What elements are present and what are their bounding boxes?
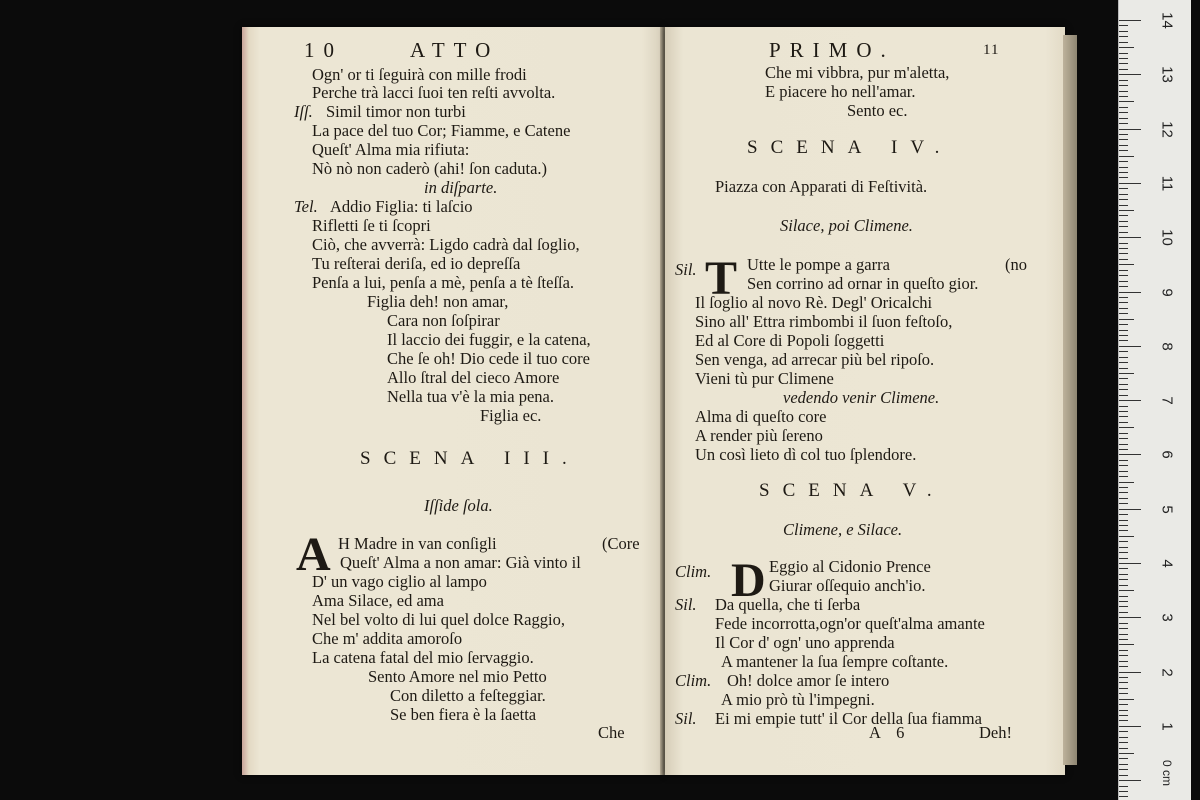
ruler-tick	[1119, 400, 1141, 401]
text-line: E piacere ho nell'amar.	[765, 82, 916, 101]
text-line: Sino all' Ettra rimbombi il ſuon feſtoſo,	[695, 312, 953, 331]
ruler-tick	[1119, 226, 1128, 227]
ruler-tick	[1119, 433, 1128, 434]
ruler-tick	[1119, 91, 1128, 92]
ruler-tick	[1119, 194, 1128, 195]
text-line: Ama Silace, ed ama	[312, 591, 444, 610]
text-line: Simil timor non turbi	[326, 102, 466, 121]
ruler-tick	[1119, 324, 1128, 325]
ruler-tick	[1119, 389, 1128, 390]
ruler-number: 10	[1158, 229, 1176, 247]
ruler-tick	[1119, 639, 1128, 640]
ruler-tick	[1119, 69, 1128, 70]
text-line: Ciò, che avverrà: Ligdo cadrà dal ſoglio,	[312, 235, 580, 254]
text-line: H Madre in van conſigli	[338, 534, 497, 553]
ruler-tick	[1119, 107, 1128, 108]
ruler-tick	[1119, 606, 1128, 607]
catchword: Che	[598, 723, 625, 742]
ruler-tick	[1119, 704, 1128, 705]
ruler-tick	[1119, 563, 1141, 564]
ruler-tick	[1119, 286, 1128, 287]
text-line: La catena fatal del mio ſervaggio.	[312, 648, 534, 667]
ruler-tick	[1119, 362, 1128, 363]
ruler-tick	[1119, 395, 1128, 396]
ruler-tick	[1119, 769, 1128, 770]
ruler-number: 6	[1158, 450, 1176, 460]
ruler-tick	[1119, 259, 1128, 260]
ruler-tick	[1119, 237, 1141, 238]
ruler-tick	[1119, 699, 1134, 700]
aria-line: Allo ſtral del cieco Amore	[387, 368, 560, 387]
dialogue-line: Il Cor d' ogn' uno apprenda	[715, 633, 895, 652]
ruler-tick	[1119, 25, 1128, 26]
book-edge	[1063, 35, 1077, 765]
ruler-tick	[1119, 509, 1141, 510]
ruler-tick	[1119, 101, 1134, 102]
ruler-tick	[1119, 80, 1128, 81]
ruler-tick	[1119, 63, 1128, 64]
ruler-tick	[1119, 568, 1128, 569]
ruler-tick	[1119, 156, 1134, 157]
ruler-tick	[1119, 530, 1128, 531]
ruler-tick	[1119, 368, 1128, 369]
ruler-tick	[1119, 552, 1128, 553]
scene-cast: Iſſide ſola.	[424, 496, 493, 515]
ruler-tick	[1119, 487, 1128, 488]
ruler-tick	[1119, 123, 1128, 124]
ruler-tick	[1119, 427, 1134, 428]
aria-line: Che ſe oh! Dio cede il tuo core	[387, 349, 590, 368]
dialogue-line: Ei mi empie tutt' il Cor della ſua fiamma	[715, 709, 982, 728]
ruler-tick	[1119, 167, 1128, 168]
ruler-tick	[1119, 253, 1128, 254]
ruler-number: 5	[1158, 505, 1176, 514]
ruler-tick	[1119, 53, 1128, 54]
ruler-tick	[1119, 672, 1141, 673]
ruler-number: 3	[1158, 613, 1176, 622]
ruler-tick	[1119, 139, 1128, 140]
ruler-tick	[1119, 96, 1128, 97]
ruler-tick	[1119, 688, 1128, 689]
ruler-tick	[1119, 492, 1128, 493]
ruler-tick	[1119, 210, 1134, 211]
text-line: Un così lieto dì col tuo ſplendore.	[695, 445, 917, 464]
ruler-tick	[1119, 438, 1128, 439]
speaker-clim: Clim.	[675, 562, 712, 581]
speaker-sil: Sil.	[675, 260, 697, 279]
aria-line: Sento Amore nel mio Petto	[368, 667, 547, 686]
ruler-number: 13	[1158, 66, 1176, 84]
ruler-tick	[1119, 134, 1128, 135]
ruler-tick	[1119, 634, 1128, 635]
speaker-label: Sil.	[675, 709, 697, 728]
ruler-tick	[1119, 129, 1141, 130]
scene-cast: Climene, e Silace.	[783, 520, 903, 539]
ruler-tick	[1119, 536, 1134, 537]
ruler-tick	[1119, 460, 1128, 461]
ruler-tick	[1119, 791, 1128, 792]
speaker-label: Clim.	[675, 671, 712, 690]
text-line: Il ſoglio al novo Rè. Degl' Oricalchi	[695, 293, 933, 312]
ruler-tick	[1119, 764, 1128, 765]
dialogue-line: A mantener la ſua ſempre coſtante.	[721, 652, 949, 671]
ruler-number: 12	[1158, 120, 1176, 138]
ruler-tick	[1119, 161, 1128, 162]
ruler-tick	[1119, 275, 1128, 276]
ruler-tick	[1119, 36, 1128, 37]
ruler-tick	[1119, 58, 1128, 59]
ruler-tick	[1119, 449, 1128, 450]
ruler-tick	[1119, 715, 1128, 716]
right-running-head: PRIMO.	[769, 38, 895, 62]
ruler-tick	[1119, 748, 1128, 749]
ruler-tick	[1119, 720, 1128, 721]
ruler-tick	[1119, 292, 1141, 293]
ruler-tick	[1119, 308, 1128, 309]
ruler-tick	[1119, 42, 1128, 43]
ruler-tick	[1119, 145, 1128, 146]
ruler-tick	[1119, 726, 1141, 727]
ruler-tick	[1119, 406, 1128, 407]
speaker-tel: Tel.	[294, 197, 318, 216]
ruler-tick	[1119, 612, 1128, 613]
catchword: Deh!	[979, 723, 1012, 742]
ruler-tick	[1119, 199, 1128, 200]
ruler-number: 1	[1158, 722, 1176, 731]
text-line: Nel bel volto di lui quel dolce Raggio,	[312, 610, 565, 629]
ruler-tick	[1119, 590, 1134, 591]
ruler-number: 2	[1158, 667, 1176, 677]
ruler-tick	[1119, 205, 1128, 206]
ruler-tick	[1119, 416, 1128, 417]
ruler-tick	[1119, 378, 1128, 379]
text-line: Queſt' Alma a non amar: Già vinto il	[340, 553, 581, 572]
right-page-number: 11	[983, 42, 1000, 58]
ruler-unit-label: 0 cm	[1160, 759, 1174, 786]
ruler-tick	[1119, 411, 1128, 412]
ruler-tick	[1119, 85, 1128, 86]
ruler-tick	[1119, 118, 1128, 119]
ruler-tick	[1119, 596, 1128, 597]
signature-mark: A 6	[869, 723, 911, 742]
ruler-number: 8	[1158, 342, 1176, 351]
aria-line: Con diletto a feſteggiar.	[390, 686, 546, 705]
ruler-tick	[1119, 476, 1128, 477]
aria-line: Figlia deh! non amar,	[367, 292, 509, 311]
ruler-tick	[1119, 579, 1128, 580]
ruler-tick	[1119, 503, 1128, 504]
ruler-tick	[1119, 601, 1128, 602]
ruler-tick	[1119, 248, 1128, 249]
ruler-number: 14	[1158, 12, 1176, 29]
ruler-tick	[1119, 243, 1128, 244]
text-line: (no	[1005, 255, 1027, 274]
left-running-head: ATTO	[410, 38, 500, 62]
ruler-tick	[1119, 177, 1128, 178]
ruler-tick	[1119, 221, 1128, 222]
ruler-number: 11	[1158, 175, 1176, 192]
stage-direction: in diſparte.	[424, 178, 498, 197]
scene-heading: SCENA V.	[759, 480, 945, 501]
ruler-tick	[1119, 313, 1128, 314]
dialogue-line: A mio prò tù l'impegni.	[721, 690, 875, 709]
drop-cap: T	[705, 252, 738, 305]
aria-line: Nella tua v'è la mia pena.	[387, 387, 554, 406]
ruler-tick	[1119, 270, 1128, 271]
text-line: (Core	[602, 534, 640, 553]
ruler-tick	[1119, 558, 1128, 559]
aria-line: Cara non ſoſpirar	[387, 311, 500, 330]
ruler-tick	[1119, 357, 1128, 358]
text-line: Che m' addita amoroſo	[312, 629, 463, 648]
ruler-tick	[1119, 585, 1128, 586]
ruler-tick	[1119, 520, 1128, 521]
ruler-tick	[1119, 20, 1141, 21]
ruler-tick	[1119, 281, 1128, 282]
text-line: A render più ſereno	[695, 426, 823, 445]
ruler-tick	[1119, 737, 1128, 738]
ruler-tick	[1119, 422, 1128, 423]
ruler-tick	[1119, 297, 1128, 298]
left-page	[242, 27, 662, 775]
ruler-tick	[1119, 731, 1128, 732]
ruler-tick	[1119, 758, 1128, 759]
ruler-tick	[1119, 677, 1128, 678]
text-line: Giurar oſſequio anch'io.	[769, 576, 926, 595]
text-line: Tu reſterai deriſa, ed io depreſſa	[312, 254, 521, 273]
aria-line: Se ben fiera è la ſaetta	[390, 705, 537, 724]
ruler-tick	[1119, 498, 1128, 499]
ruler-number: 9	[1158, 287, 1176, 297]
text-line: Queſt' Alma mia rifiuta:	[312, 140, 470, 159]
text-line: La pace del tuo Cor; Fiamme, e Catene	[312, 121, 571, 140]
ruler-tick	[1119, 710, 1128, 711]
scene-cast: Silace, poi Climene.	[780, 216, 913, 235]
ruler-tick	[1119, 753, 1134, 754]
ruler-tick	[1119, 335, 1128, 336]
ruler-tick	[1119, 775, 1128, 776]
right-page	[665, 27, 1065, 775]
ruler-tick	[1119, 215, 1128, 216]
ruler-tick	[1119, 346, 1141, 347]
speaker-issf: Iſſ.	[294, 102, 313, 121]
text-line: Addio Figlia: ti laſcio	[330, 197, 473, 216]
text-line: Nò nò non caderò (ahi! ſon caduta.)	[312, 159, 548, 178]
ruler-tick	[1119, 47, 1134, 48]
ruler-tick	[1119, 444, 1128, 445]
text-line: Che mi vibbra, pur m'aletta,	[765, 63, 950, 82]
text-line: Alma di queſto core	[695, 407, 827, 426]
ruler-tick	[1119, 541, 1128, 542]
ruler-tick	[1119, 525, 1128, 526]
scene-heading: SCENA III.	[360, 448, 580, 469]
ruler-tick	[1119, 465, 1128, 466]
ruler-tick	[1119, 232, 1128, 233]
ruler-number: 7	[1158, 396, 1176, 405]
ruler-tick	[1119, 183, 1141, 184]
text-line: Utte le pompe a garra	[747, 255, 890, 274]
ruler-tick	[1119, 340, 1128, 341]
scene-setting: Piazza con Apparati di Feſtività.	[715, 177, 928, 196]
ruler-tick	[1119, 655, 1128, 656]
ruler-tick	[1119, 471, 1128, 472]
ruler-tick	[1119, 351, 1128, 352]
ruler-tick	[1119, 373, 1134, 374]
text-line: Ed al Core di Popoli ſoggetti	[695, 331, 885, 350]
ruler-tick	[1119, 780, 1141, 781]
ruler-tick	[1119, 264, 1134, 265]
ruler-tick	[1119, 617, 1141, 618]
drop-cap: A	[296, 528, 331, 581]
text-line: Sen venga, ad arrecar più bel ripoſo.	[695, 350, 935, 369]
ruler-tick	[1119, 547, 1128, 548]
dialogue-line: Oh! dolce amor ſe intero	[727, 671, 890, 690]
speaker-label: Sil.	[675, 595, 697, 614]
text-line: Eggio al Cidonio Prence	[769, 557, 931, 576]
ruler-tick	[1119, 742, 1128, 743]
ruler-tick	[1119, 188, 1128, 189]
left-page-number: 10	[304, 38, 343, 62]
ruler-tick	[1119, 661, 1128, 662]
ruler-tick	[1119, 786, 1128, 787]
ruler-tick	[1119, 693, 1128, 694]
ruler-tick	[1119, 628, 1128, 629]
aria-line: Il laccio dei fuggir, e la catena,	[387, 330, 591, 349]
text-line: Rifletti ſe ti ſcopri	[312, 216, 431, 235]
drop-cap: D	[731, 554, 766, 607]
ruler-tick	[1119, 150, 1128, 151]
ruler-tick	[1119, 384, 1128, 385]
text-line: Perche trà lacci ſuoi ten reſti avvolta.	[312, 83, 556, 102]
ruler-tick	[1119, 623, 1128, 624]
ruler-tick	[1119, 644, 1134, 645]
ruler-tick	[1119, 172, 1128, 173]
text-line: Penſa a lui, penſa a mè, penſa a tè ſteſſa.	[312, 273, 575, 292]
ruler-tick	[1119, 454, 1141, 455]
aria-end: Figlia ec.	[480, 406, 542, 425]
ruler-tick	[1119, 514, 1128, 515]
ruler-tick	[1119, 796, 1128, 797]
ruler-tick	[1119, 482, 1134, 483]
ruler-tick	[1119, 74, 1141, 75]
text-line: D' un vago ciglio al lampo	[312, 572, 487, 591]
ruler-tick	[1119, 682, 1128, 683]
ruler-number: 4	[1158, 559, 1176, 568]
text-line: Sen corrino ad ornar in queſto gior.	[747, 274, 979, 293]
text-line: Vieni tù pur Climene	[695, 369, 834, 388]
stage-direction: vedendo venir Climene.	[783, 388, 940, 407]
ruler-tick	[1119, 666, 1128, 667]
text-line: Ogn' or ti ſeguirà con mille frodi	[312, 65, 527, 84]
dialogue-line: Da quella, che ti ſerba	[715, 595, 861, 614]
ruler-tick	[1119, 319, 1134, 320]
dialogue-line: Fede incorrotta,ogn'or queſt'alma amante	[715, 614, 985, 633]
ruler-tick	[1119, 650, 1128, 651]
scene-heading: SCENA IV.	[747, 137, 953, 158]
ruler-tick	[1119, 31, 1128, 32]
ruler-tick	[1119, 574, 1128, 575]
ruler-tick	[1119, 330, 1128, 331]
text-line: Sento ec.	[847, 101, 908, 120]
ruler-tick	[1119, 112, 1128, 113]
ruler-tick	[1119, 302, 1128, 303]
measuring-ruler	[1118, 0, 1191, 800]
